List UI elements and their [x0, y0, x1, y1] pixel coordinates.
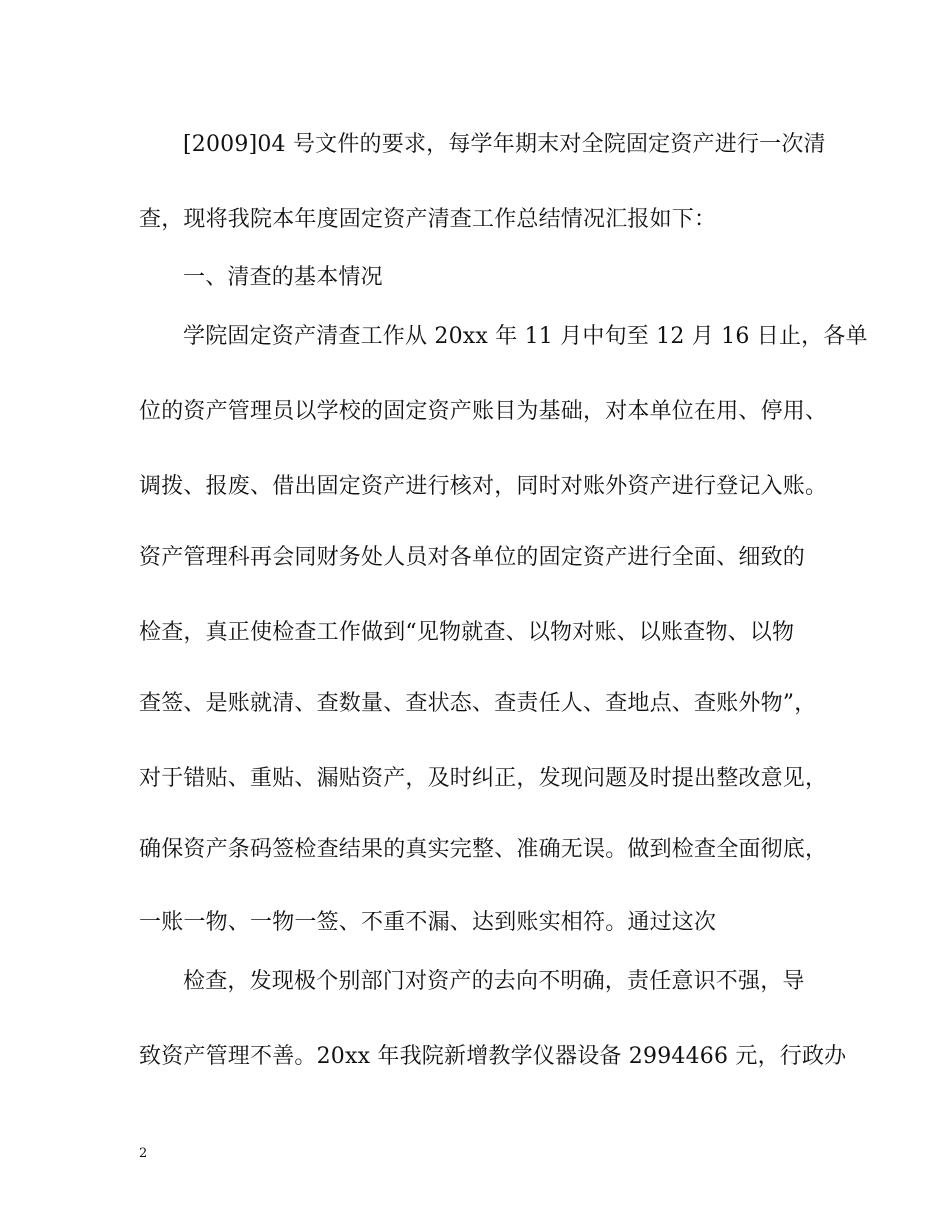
paragraph-line: 致资产管理不善。20xx 年我院新增教学仪器设备 2994466 元，行政办	[139, 1044, 847, 1069]
paragraph-line: 调拨、报废、借出固定资产进行核对，同时对账外资产进行登记入账。	[139, 474, 828, 499]
paragraph-line: 一账一物、一物一签、不重不漏、达到账实相符。通过这次	[139, 910, 717, 935]
paragraph-line: 检查，真正使检查工作做到“见物就查、以物对账、以账查物、以物	[139, 620, 795, 645]
paragraph-line: 学院固定资产清查工作从 20xx 年 11 月中旬至 12 月 16 日止，各单	[183, 324, 868, 349]
paragraph-line: 检查，发现极个别部门对资产的去向不明确，责任意识不强，导	[183, 969, 805, 994]
paragraph-line: 查，现将我院本年度固定资产清查工作总结情况汇报如下：	[139, 207, 717, 232]
paragraph-line: 位的资产管理员以学校的固定资产账目为基础，对本单位在用、停用、	[139, 399, 828, 424]
paragraph-line: 查签、是账就清、查数量、查状态、查责任人、查地点、查账外物”，	[139, 691, 817, 716]
page-number: 2	[139, 1146, 148, 1161]
paragraph-line: 确保资产条码签检查结果的真实完整、准确无误。做到检查全面彻底，	[139, 837, 828, 862]
paragraph-line: 资产管理科再会同财务处人员对各单位的固定资产进行全面、细致的	[139, 545, 806, 570]
paragraph-line: 对于错贴、重贴、漏贴资产，及时纠正，发现问题及时提出整改意见，	[139, 766, 828, 791]
paragraph-line: [2009]04 号文件的要求，每学年期末对全院固定资产进行一次清	[183, 132, 826, 157]
section-heading: 一、清查的基本情况	[183, 265, 383, 290]
